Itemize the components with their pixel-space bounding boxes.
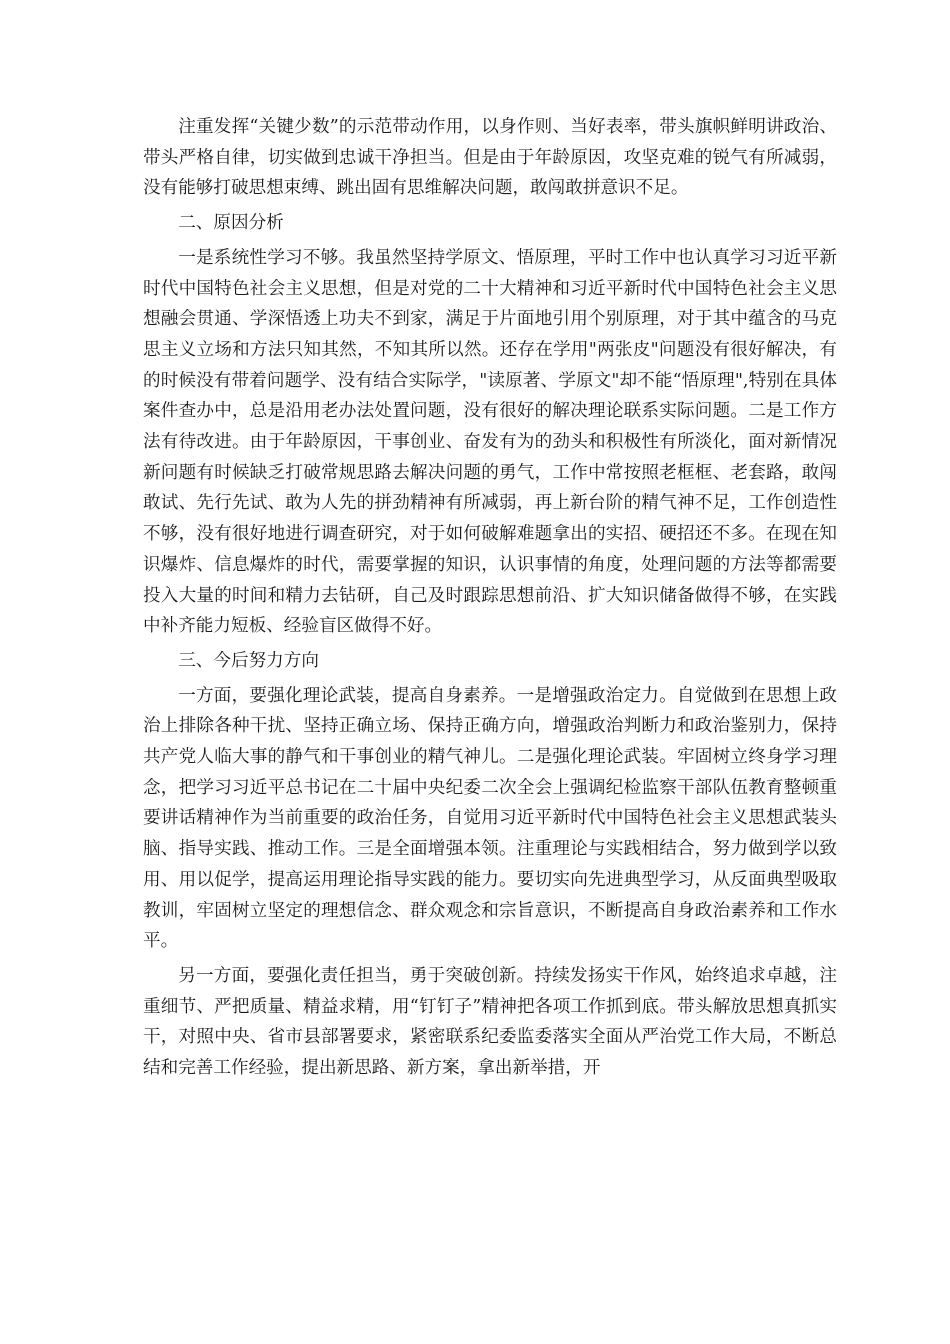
section-heading: 二、原因分析 xyxy=(178,213,284,234)
section-heading: 三、今后努力方向 xyxy=(178,650,319,671)
body-paragraph: 另一方面，要强化责任担当，勇于突破创新。持续发扬实干作风，始终追求卓越，注重细节、严把质量、精益求精，用“钉钉子”精神把各项工作抓到底。带头解放思想真抓实干，对照中央、省市县部署要求，紧密联系纪委监委落实全面从严治党工作大局，不断总结和完善工作经验，提出新思路、新方案，拿出新举措，开 xyxy=(143,965,837,1079)
document-body xyxy=(143,112,837,1088)
body-paragraph: 一方面，要强化理论武装，提高自身素养。一是增强政治定力。自觉做到在思想上政治上排除各种干扰、坚持正确立场、保持正确方向，增强政治判断力和政治鉴别力，保持共产党人临大事的静气和干事创业的精气神儿。二是强化理论武装。牢固树立终身学习理念，把学习习近平总书记在二十届中央纪委二次全会上强调纪检监察干部队伍教育整顿重要讲话精神作为当前重要的政治任务，自觉用习近平新时代中国特色社会主义思想武装头脑、指导实践、推动工作。三是全面增强本领。注重理论与实践相结合，努力做到学以致用、用以促学，提高运用理论指导实践的能力。要切实向先进典型学习，从反面典型吸取教训，牢固树立坚定的理想信念、群众观念和宗旨意识，不断提高自身政治素养和工作水平。 xyxy=(143,685,837,952)
body-paragraph: 一是系统性学习不够。我虽然坚持学原文、悟原理，平时工作中也认真学习习近平新时代中国特色社会主义思想，但是对党的二十大精神和习近平新时代中国特色社会主义思想融会贯通、学深悟透上功夫不到家，满足于片面地引用个别原理，对于其中蕴含的马克思主义立场和方法只知其然，不知其所以然。还存在学用"两张皮"问题没有很好解决，有的时候没有带着问题学、没有结合实际学，"读原著、学原文"却不能“悟原理",特别在具体案件查办中，总是沿用老办法处置问题，没有很好的解决理论联系实际问题。二是工作方法有待改进。由于年龄原因，干事创业、奋发有为的劲头和积极性有所淡化，面对新情况新问题有时候缺乏打破常规思路去解决问题的勇气，工作中常按照老框框、老套路，敢闯敢试、先行先试、敢为人先的拼劲精神有所减弱，再上新台阶的精气神不足，工作创造性不够，没有很好地进行调查研究，对于如何破解难题拿出的实招、硬招还不多。在现在知识爆炸、信息爆炸的时代，需要掌握的知识，认识事情的角度，处理问题的方法等都需要投入大量的时间和精力去钻研，自己及时跟踪思想前沿、扩大知识储备做得不够，在实践中补齐能力短板、经验盲区做得不好。 xyxy=(143,247,837,637)
body-paragraph: 注重发挥“关键少数”的示范带动作用，以身作则、当好表率，带头旗帜鲜明讲政治、带头严格自律，切实做到忠诚干净担当。但是由于年龄原因，攻坚克难的锐气有所减弱，没有能够打破思想束缚、跳出固有思维解决问题，敢闯敢拼意识不足。 xyxy=(143,117,837,199)
